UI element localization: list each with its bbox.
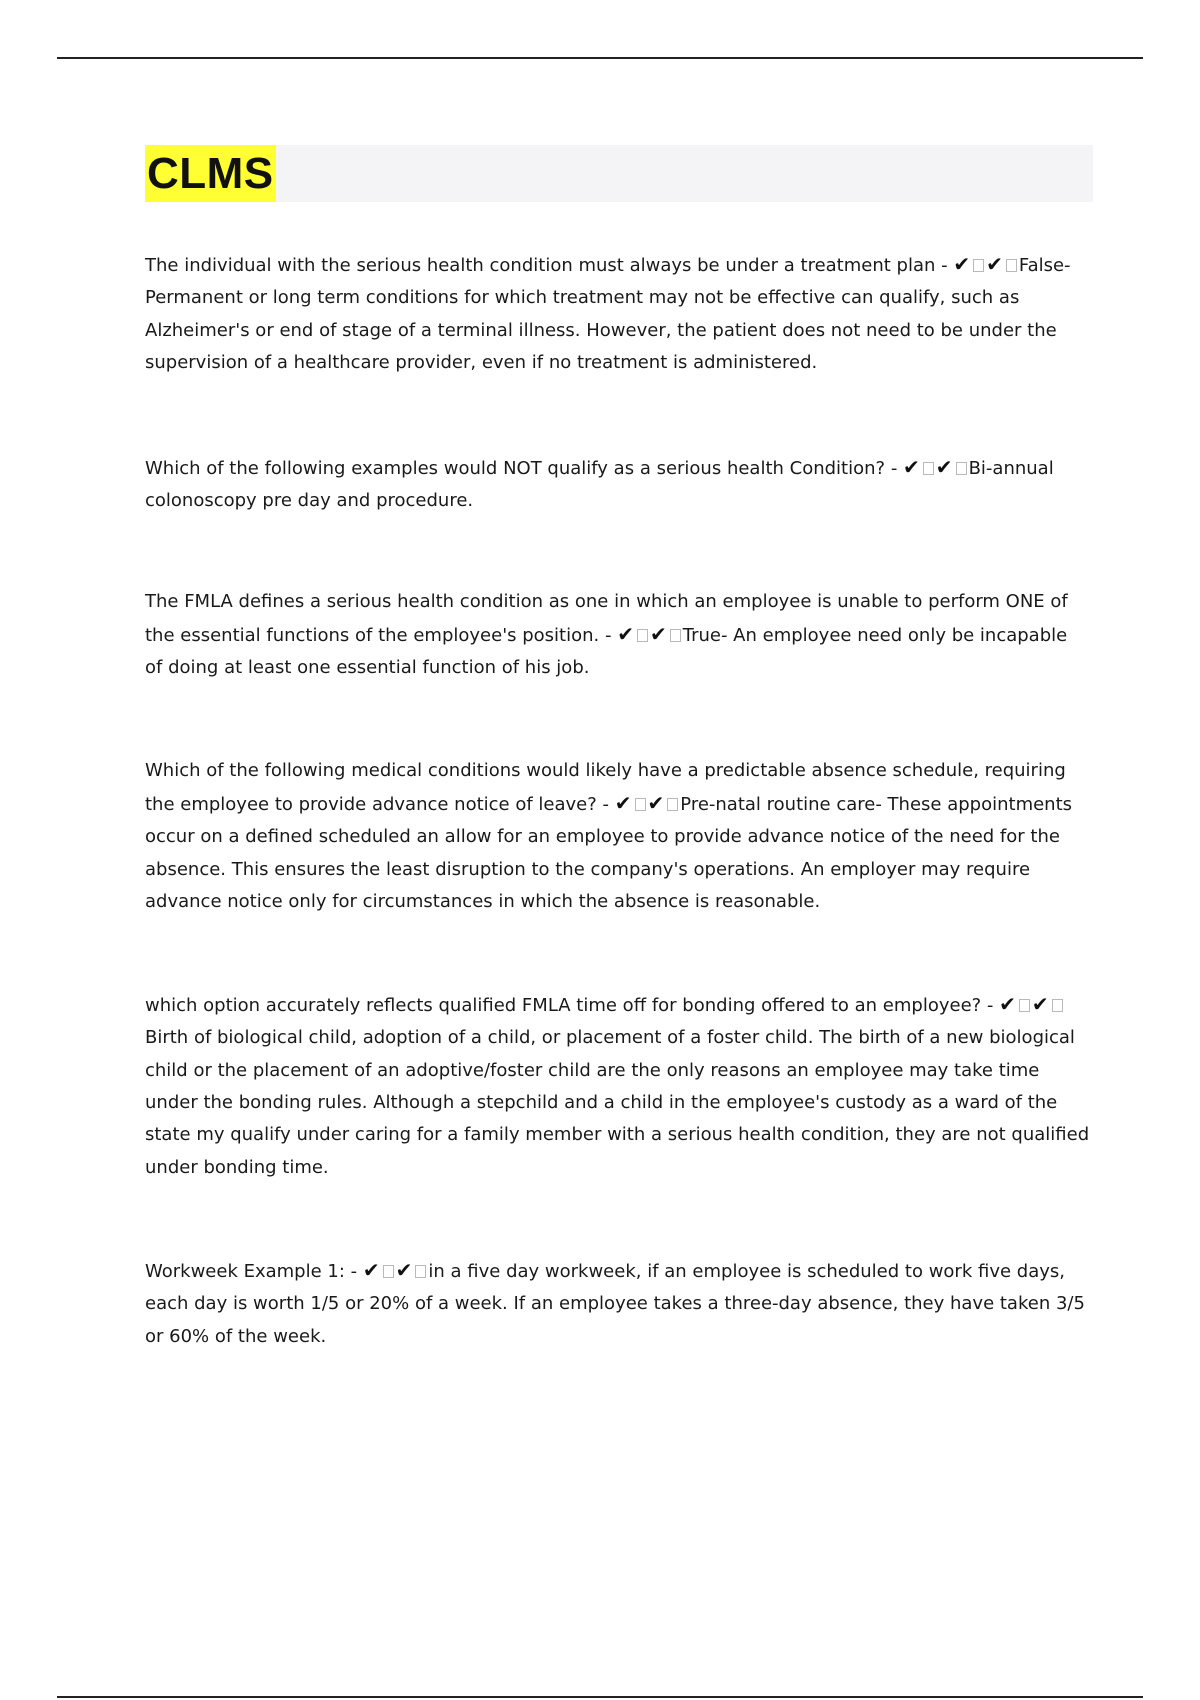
box-icon (635, 798, 646, 811)
box-icon (383, 1265, 394, 1278)
check-icon: ✔ (362, 1257, 380, 1282)
page-title: CLMS (145, 145, 276, 202)
box-icon (667, 798, 678, 811)
check-icon: ✔ (1031, 992, 1049, 1017)
qa-item-1 (145, 248, 1090, 379)
top-divider (57, 57, 1143, 59)
qa-item-6 (145, 1254, 1090, 1353)
answer-marker (362, 1257, 429, 1282)
answer-text: True- An employee need only be incapable of doing at least one essential function of his job. (145, 625, 1068, 679)
check-icon: ✔ (903, 455, 920, 480)
check-icon: ✔ (395, 1257, 413, 1282)
answer-text: Birth of biological child, adoption of a child, or placement of a foster child. The birth of a new biological child or the placement of an adoptive/foster child are the only reasons an employee may take time under the bonding rules. Although a stepchild and a child in the employee's custody as a ward of the state my qualify under caring for a family member with a serious health condition, they are not qualified under bonding time. (145, 1027, 1090, 1178)
box-icon (956, 462, 967, 475)
answer-text: Bi-annual colonoscopy pre day and procedure. (145, 458, 1054, 512)
answer-marker (999, 992, 1065, 1017)
box-icon (637, 629, 648, 642)
question-text: which option accurately reflects qualified FMLA time off for bonding offered to an employee? - (145, 995, 1000, 1017)
box-icon (1052, 999, 1063, 1012)
box-icon (670, 629, 681, 642)
answer-marker (614, 790, 681, 815)
box-icon (1019, 999, 1030, 1012)
check-icon: ✔ (647, 790, 665, 815)
qa-item-5 (145, 988, 1090, 1184)
answer-text: in a five day workweek, if an employee is scheduled to work five days, each day is worth 1/5 or 20% of a week. If an employee takes a three-day absence, they have taken 3/5 or 60% of the week. (145, 1260, 1085, 1347)
qa-item-3 (145, 586, 1090, 685)
qa-item-4 (145, 755, 1090, 918)
answer-marker (903, 455, 969, 480)
check-icon: ✔ (649, 622, 667, 647)
answer-text: False- Permanent or long term conditions for which treatment may not be effective can qualify, such as Alzheimer's or end of stage of a terminal illness. However, the patient does not need to be under the supervision of a healthcare provider, even if no treatment is administered. (145, 255, 1071, 373)
qa-item-2 (145, 451, 1090, 518)
box-icon (1006, 259, 1017, 272)
box-icon (923, 462, 934, 475)
answer-marker (617, 622, 683, 647)
document-body (145, 248, 1090, 1353)
answer-marker (953, 252, 1019, 276)
question-text: Workweek Example 1: - (145, 1260, 363, 1282)
check-icon: ✔ (935, 455, 953, 480)
check-icon: ✔ (617, 622, 634, 647)
check-icon: ✔ (986, 252, 1003, 276)
title-band (145, 145, 1093, 202)
box-icon (973, 259, 984, 272)
question-text: The FMLA defines a serious health condition as one in which an employee is unable to perform ONE of the essential functions of the employee's position. - (145, 590, 1068, 647)
check-icon: ✔ (953, 252, 971, 276)
question-text: Which of the following medical conditions would likely have a predictable absence schedule, requiring the employee to provide advance notice of leave? - (145, 759, 1066, 815)
check-icon: ✔ (614, 790, 632, 815)
check-icon: ✔ (999, 992, 1016, 1017)
answer-text: Pre-natal routine care- These appointments occur on a defined scheduled an allow for an employee to provide advance notice of the need for the absence. This ensures the least disruption to the company's operations. An employer may require advance notice only for circumstances in which the absence is reasonable. (145, 793, 1073, 912)
question-text: The individual with the serious health condition must always be under a treatment plan - (145, 255, 954, 276)
question-text: Which of the following examples would NOT qualify as a serious health Condition? - (145, 458, 904, 480)
box-icon (415, 1265, 426, 1278)
bottom-divider (57, 1696, 1143, 1698)
